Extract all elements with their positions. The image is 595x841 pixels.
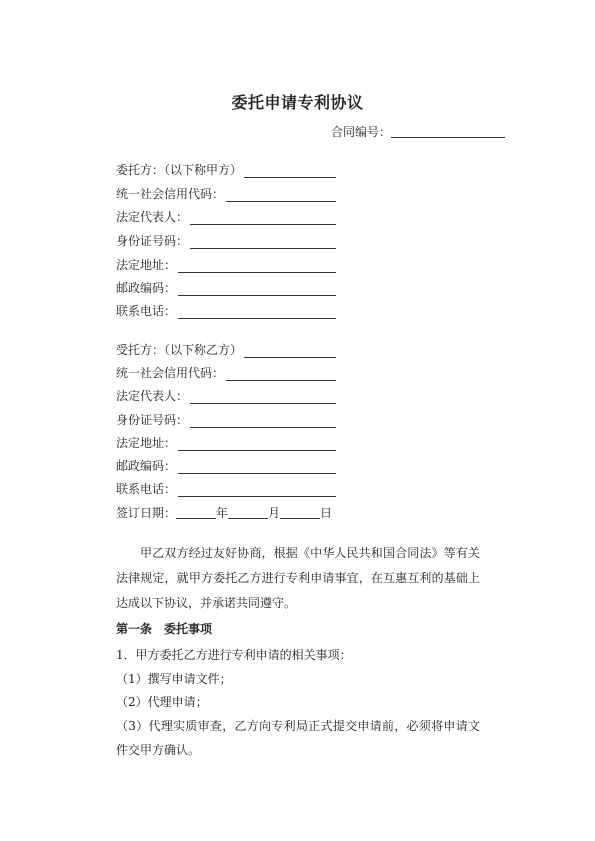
intro-paragraph: 甲乙双方经过友好协商，根据《中华人民共和国合同法》等有关法律规定，就甲方委托乙方进行专利申请事宜，在互惠互利的基础上达成以下协议，并承诺共同遵守。 [116, 546, 480, 610]
field-label: 邮政编码： [116, 281, 177, 295]
field-label: 法定地址： [116, 258, 177, 272]
party-b-postcode [116, 457, 336, 474]
day-label: 日 [320, 506, 333, 520]
party-b-legal-rep [116, 387, 336, 404]
document-title: 委托申请专利协议 [231, 93, 364, 112]
field-blank [178, 483, 336, 497]
field-label: 身份证号码： [116, 234, 189, 248]
year-label: 年 [216, 506, 229, 520]
party-a-client [116, 161, 336, 178]
field-label: 法定地址： [116, 436, 177, 450]
year-blank [176, 505, 216, 519]
field-label: 邮政编码： [116, 459, 177, 473]
field-blank [178, 282, 336, 296]
article-1-item-1-sub-3: （3）代理实质审查，乙方向专利局正式提交申请前，必须将申请文件交甲方确认。 [116, 719, 480, 757]
field-blank [178, 437, 336, 451]
article-title: 委托事项 [164, 622, 213, 636]
party-b-trustee [116, 341, 336, 358]
contract-number-blank [391, 124, 505, 138]
sign-date [116, 504, 332, 521]
article-1-item-1-sub-1: （1）撰写申请文件； [116, 672, 232, 686]
field-blank [244, 344, 336, 358]
field-blank [190, 414, 336, 428]
article-1-item-1-sub-2: （2）代理申请； [116, 695, 208, 709]
month-blank [228, 505, 268, 519]
contract-number-label: 合同编号： [330, 125, 391, 139]
contract-number [331, 123, 505, 140]
party-a-credit-code [116, 185, 336, 202]
party-b-credit-code [116, 364, 336, 381]
party-b-address [116, 434, 336, 451]
day-blank [280, 505, 320, 519]
party-a-id-number [116, 232, 336, 249]
party-a-phone [116, 302, 336, 319]
field-label: 统一社会信用代码： [116, 187, 225, 201]
field-blank [244, 164, 336, 178]
month-label: 月 [268, 506, 281, 520]
field-label: 联系电话： [116, 482, 177, 496]
party-a-address [116, 256, 336, 273]
field-blank [226, 188, 336, 202]
party-a-legal-rep [116, 208, 336, 225]
field-blank [190, 211, 336, 225]
field-blank [178, 305, 336, 319]
sign-date-label: 签订日期： [116, 506, 177, 520]
party-a-postcode [116, 279, 336, 296]
field-label: 委托方：（以下称甲方） [116, 163, 243, 177]
field-label: 身份证号码： [116, 413, 189, 427]
article-1-heading [116, 620, 212, 637]
field-blank [190, 235, 336, 249]
field-blank [178, 460, 336, 474]
article-number: 第一条 [116, 622, 153, 636]
field-blank [226, 367, 336, 381]
field-label: 联系电话： [116, 304, 177, 318]
field-blank [178, 259, 336, 273]
field-label: 法定代表人： [116, 389, 189, 403]
party-b-phone [116, 480, 336, 497]
field-label: 受托方：（以下称乙方） [116, 343, 243, 357]
field-label: 法定代表人： [116, 210, 189, 224]
field-blank [190, 390, 336, 404]
field-label: 统一社会信用代码： [116, 366, 225, 380]
article-1-item-1: 1．甲方委托乙方进行专利申请的相关事项： [116, 648, 352, 662]
party-b-id-number [116, 411, 336, 428]
